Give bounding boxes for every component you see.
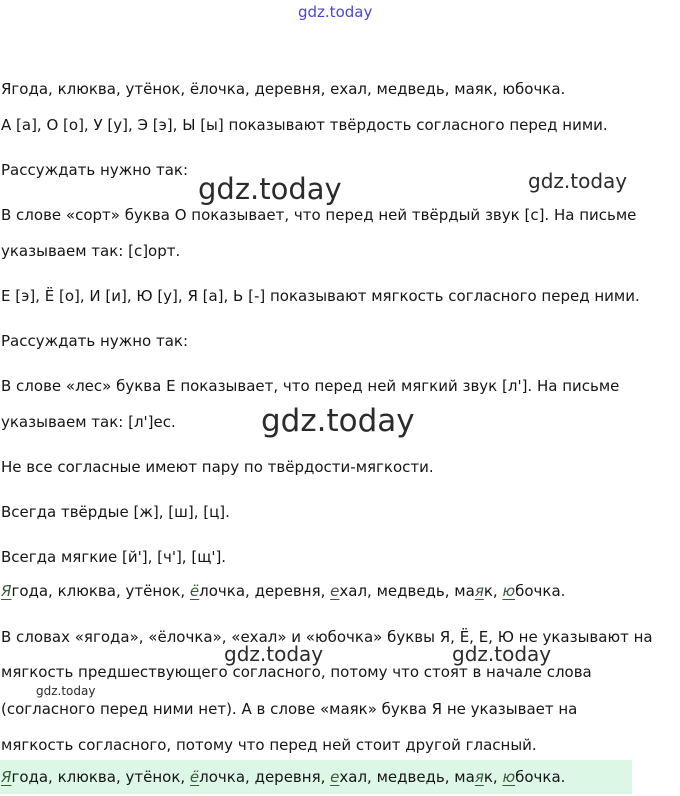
marked-letter: я [474,768,484,786]
explanation-line-3: (согласного перед ними нет). А в слове «маяк» буква Я не указывает на [1,700,578,718]
reasoning-heading: Рассуждать нужно так: [1,161,189,179]
explanation-line-2: мягкость предшествующего согласного, потому что стоят в начале слова [1,663,592,681]
les-example: В слове «лес» буква Е показывает, что перед ней мягкий звук [л']. На письме [1,377,620,395]
marked-letter: е [330,582,340,600]
answer-line: Ягода, клюква, утёнок, ёлочка, деревня, ехал, медведь, маяк, юбочка. [1,768,566,786]
always-soft: Всегда мягкие [й'], [ч'], [щ']. [1,548,227,566]
explanation-line-4: мягкость согласного, потому что перед ней стоит другой гласный. [1,736,537,754]
marked-letter: Я [1,768,12,786]
marked-letter: Я [1,582,12,600]
reasoning-heading-2: Рассуждать нужно так: [1,332,189,350]
always-hard: Всегда твёрдые [ж], [ш], [ц]. [1,503,230,521]
explanation-line-1: В словах «ягода», «ёлочка», «ехал» и «юбочка» буквы Я, Ё, Е, Ю не указывают на [1,628,653,646]
marked-letter: ю [502,768,516,786]
sort-example: В слове «сорт» буква О показывает, что перед ней твёрдый звук [с]. На письме [1,206,637,224]
marked-letter: е [330,768,340,786]
watermark-small: gdz.today [36,684,96,698]
watermark-right: gdz.today [528,169,628,193]
words-line: Ягода, клюква, утёнок, ёлочка, деревня, ехал, медведь, маяк, юбочка. [1,80,566,98]
hard-vowels-rule: А [а], О [о], У [у], Э [э], Ы [ы] показывают твёрдость согласного перед ними. [1,116,608,134]
soft-vowels-rule: Е [э], Ё [о], И [и], Ю [у], Я [а], Ь [-] показывают мягкость согласного перед ними. [1,287,640,305]
unpaired-note: Не все согласные имеют пару по твёрдости-мягкости. [1,458,434,476]
watermark-top: gdz.today [298,3,373,21]
watermark-center: gdz.today [261,403,415,439]
watermark-large: gdz.today [198,172,342,206]
watermark-lower-left: gdz.today [224,642,324,666]
marked-letter: ю [502,582,516,600]
marked-letter: ё [189,768,200,786]
watermark-lower-right: gdz.today [452,642,552,666]
les-transcription: указываем так: [л']ес. [1,413,176,431]
marked-letter: я [474,582,484,600]
marked-words-line: Ягода, клюква, утёнок, ёлочка, деревня, ехал, медведь, маяк, юбочка. [1,582,566,600]
marked-letter: ё [189,582,200,600]
sort-transcription: указываем так: [с]орт. [1,242,181,260]
